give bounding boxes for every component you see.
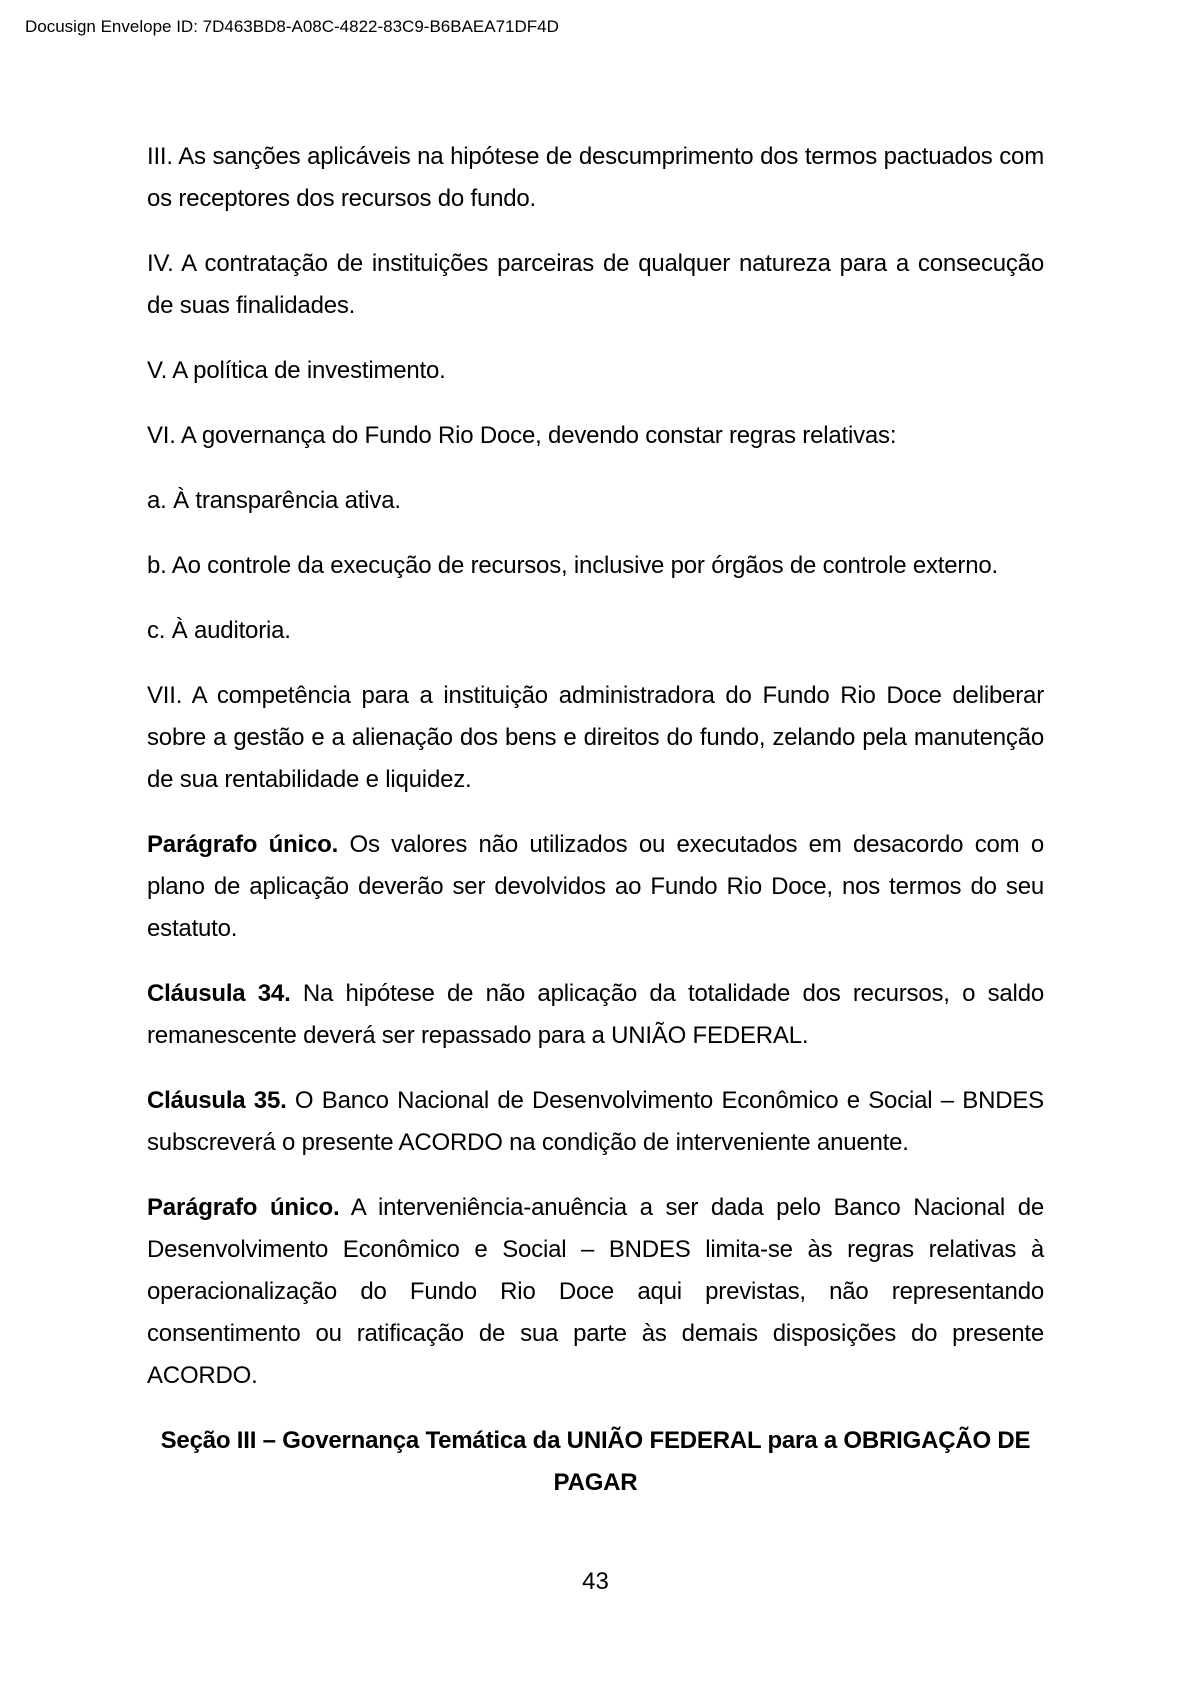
paragraph-iv: [147, 243, 1044, 327]
paragraph-lead: Parágrafo único.: [147, 831, 339, 858]
paragraph-clausula-35: [147, 1080, 1044, 1164]
paragraph-text: a. À transparência ativa.: [147, 487, 401, 514]
paragraph-text: III. As sanções aplicáveis na hipótese de descumprimento dos termos pactuados com os receptores dos recursos do fundo.: [147, 143, 1044, 212]
paragraph-lead: Cláusula 34.: [147, 980, 291, 1007]
paragraph-text: c. À auditoria.: [147, 617, 291, 644]
paragraph-text: O Banco Nacional de Desenvolvimento Econômico e Social – BNDES subscreverá o presente ACORDO na condição de interveniente anuente.: [147, 1087, 1044, 1156]
paragraph-text: b. Ao controle da execução de recursos, inclusive por órgãos de controle externo.: [147, 552, 998, 579]
paragraph-paragrafo-unico-2: [147, 1187, 1044, 1397]
list-item-a: [147, 480, 1044, 522]
paragraph-clausula-34: [147, 973, 1044, 1057]
paragraph-vi: [147, 415, 1044, 457]
list-item-b: [147, 545, 1044, 587]
paragraph-iii: [147, 136, 1044, 220]
docusign-envelope-id-stamp: Docusign Envelope ID: 7D463BD8-A08C-4822-83C9-B6BAEA71DF4D: [25, 17, 559, 36]
paragraph-text: A interveniência-anuência a ser dada pelo Banco Nacional de Desenvolvimento Econômico e Social – BNDES limita-se às regras relativas à operacionalização do Fundo Rio Doce aqui previstas, não representando consentimento ou ratificação de sua parte às demais disposições do presente ACORDO.: [147, 1194, 1044, 1389]
paragraph-vii: [147, 675, 1044, 801]
paragraph-text: Na hipótese de não aplicação da totalidade dos recursos, o saldo remanescente deverá ser repassado para a UNIÃO FEDERAL.: [147, 980, 1044, 1049]
paragraph-paragrafo-unico-1: [147, 824, 1044, 950]
paragraph-text: Os valores não utilizados ou executados em desacordo com o plano de aplicação deverão ser devolvidos ao Fundo Rio Doce, nos termos do seu estatuto.: [147, 831, 1044, 942]
page-number: 43: [582, 1568, 609, 1595]
paragraph-lead: Parágrafo único.: [147, 1194, 340, 1221]
list-item-c: [147, 610, 1044, 652]
paragraph-text: IV. A contratação de instituições parceiras de qualquer natureza para a consecução de suas finalidades.: [147, 250, 1044, 319]
paragraph-text: VII. A competência para a instituição administradora do Fundo Rio Doce deliberar sobre a gestão e a alienação dos bens e direitos do fundo, zelando pela manutenção de sua rentabilidade e liquidez.: [147, 682, 1044, 793]
document-body: [147, 136, 1044, 1504]
paragraph-v: [147, 350, 1044, 392]
paragraph-text: V. A política de investimento.: [147, 357, 446, 384]
paragraph-text: VI. A governança do Fundo Rio Doce, devendo constar regras relativas:: [147, 422, 897, 449]
paragraph-lead: Cláusula 35.: [147, 1087, 287, 1114]
section-heading: Seção III – Governança Temática da UNIÃO FEDERAL para a OBRIGAÇÃO DE PAGAR: [160, 1427, 1031, 1496]
